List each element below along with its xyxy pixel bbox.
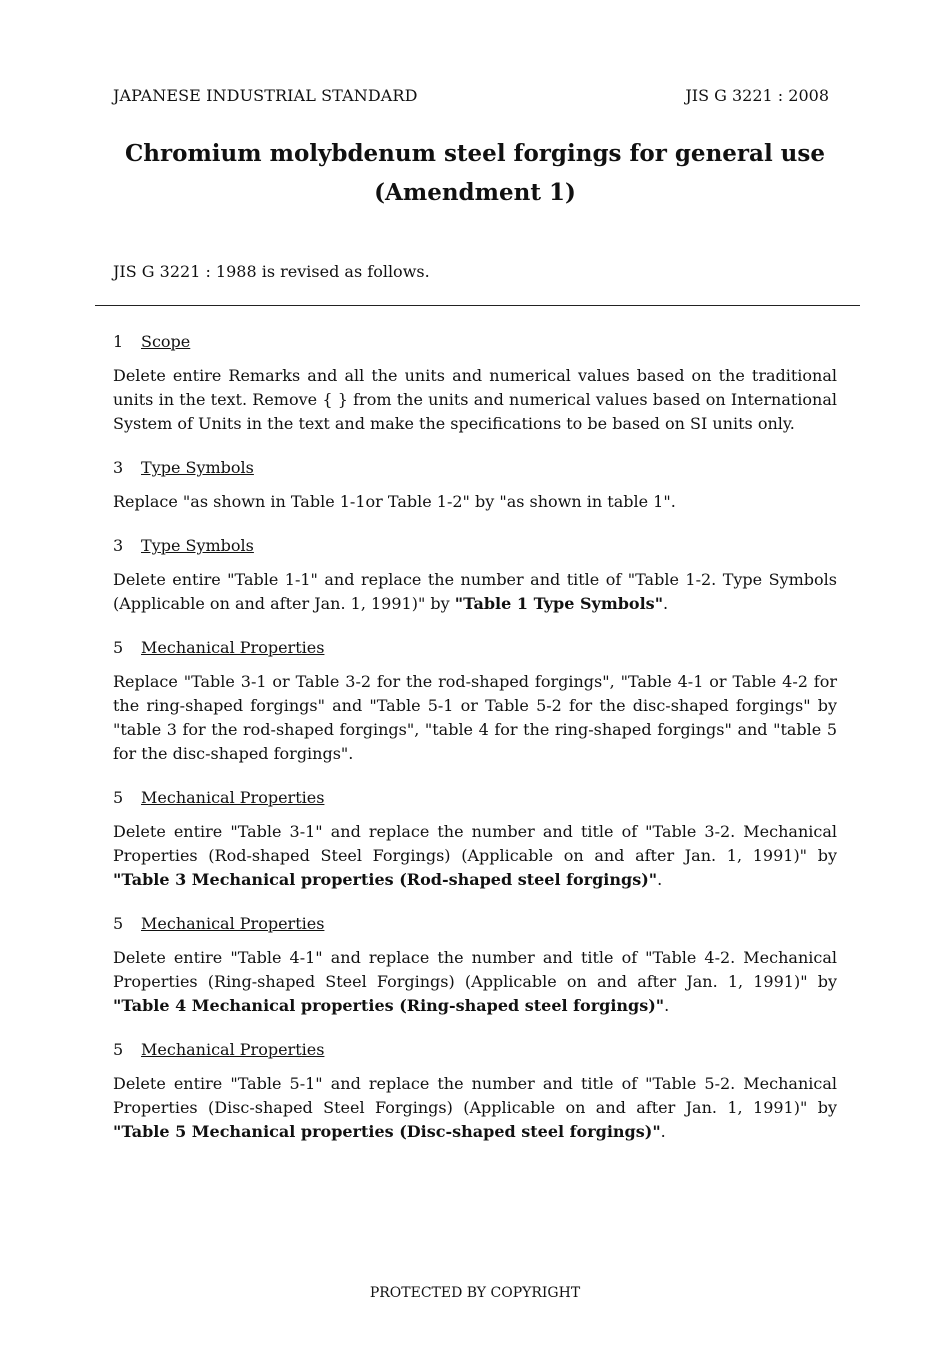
section-type-symbols-table — [113, 534, 837, 616]
section-text-bold: "Table 4 Mechanical properties (Ring-shaped steel forgings)" — [113, 996, 665, 1015]
section-text-tail: . — [660, 1122, 666, 1141]
standard-header: JAPANESE INDUSTRIAL STANDARD — [113, 86, 418, 105]
section-title: Mechanical Properties — [141, 788, 325, 807]
section-text-tail: . — [657, 870, 663, 889]
amendment-list — [113, 330, 837, 1164]
standard-number: JIS G 3221 : 2008 — [685, 86, 829, 105]
section-text: Replace "as shown in Table 1-1or Table 1-2" by "as shown in table 1". — [113, 492, 676, 511]
section-number: 5 — [113, 788, 124, 807]
section-text-body: Delete entire "Table 4-1" and replace the number and title of "Table 4-2. Mechanical Properties (Ring-shaped Steel Forgings) (Applicable on and after Jan. 1, 1991)" by — [113, 948, 837, 991]
section-number: 3 — [113, 458, 124, 477]
section-text-body: Delete entire "Table 1-1" and replace the number and title of "Table 1-2. Type Symbols (Applicable on and after Jan. 1, 1991)" by — [113, 570, 837, 613]
section-text — [113, 1072, 837, 1144]
section-title: Scope — [141, 332, 191, 351]
section-text — [113, 568, 837, 616]
section-text-tail: . — [664, 996, 670, 1015]
section-number: 3 — [113, 536, 124, 555]
section-text-tail: . — [663, 594, 669, 613]
section-heading — [113, 534, 837, 558]
section-title: Type Symbols — [141, 458, 254, 477]
section-mechanical-properties-ring — [113, 912, 837, 1018]
section-mechanical-properties-disc — [113, 1038, 837, 1144]
section-title: Mechanical Properties — [141, 914, 325, 933]
section-heading — [113, 786, 837, 810]
section-mechanical-properties — [113, 636, 837, 766]
section-text: Replace "Table 3-1 or Table 3-2 for the rod-shaped forgings", "Table 4-1 or Table 4-2 for the ring-shaped forgings" and "Table 5-1 or Table 5-2 for the disc-shaped forgings" by "table 3 for the rod-shaped forgings", "table 4 for the ring-shaped forgings" and "table 5 for the disc-shaped forgings". — [113, 672, 837, 763]
section-heading — [113, 912, 837, 936]
section-number: 5 — [113, 638, 124, 657]
document-title — [0, 134, 950, 212]
section-title: Mechanical Properties — [141, 638, 325, 657]
section-text: Delete entire Remarks and all the units and numerical values based on the traditional units in the text. Remove { } from the units and numerical values based on International System of Units in the text and make the specifications to be based on SI units only. — [113, 366, 837, 433]
copyright-footer: PROTECTED BY COPYRIGHT — [369, 1285, 581, 1301]
title-line-2: (Amendment 1) — [374, 179, 576, 206]
title-line-1: Chromium molybdenum steel forgings for general use — [124, 140, 825, 167]
intro-statement: JIS G 3221 : 1988 is revised as follows. — [113, 262, 430, 281]
section-text — [113, 820, 837, 892]
section-text-body: Delete entire "Table 3-1" and replace the number and title of "Table 3-2. Mechanical Properties (Rod-shaped Steel Forgings) (Applicable on and after Jan. 1, 1991)" by — [113, 822, 837, 865]
section-number: 1 — [113, 332, 124, 351]
section-type-symbols — [113, 456, 837, 514]
section-text — [113, 946, 837, 1018]
section-text-body: Delete entire "Table 5-1" and replace the number and title of "Table 5-2. Mechanical Properties (Disc-shaped Steel Forgings) (Applicable on and after Jan. 1, 1991)" by — [113, 1074, 837, 1117]
section-text-bold: "Table 1 Type Symbols" — [454, 594, 664, 613]
section-heading — [113, 636, 837, 660]
section-text-bold: "Table 3 Mechanical properties (Rod-shaped steel forgings)" — [113, 870, 658, 889]
section-number: 5 — [113, 1040, 124, 1059]
section-heading — [113, 330, 837, 354]
section-heading — [113, 1038, 837, 1062]
section-mechanical-properties-rod — [113, 786, 837, 892]
section-number: 5 — [113, 914, 124, 933]
section-text-bold: "Table 5 Mechanical properties (Disc-shaped steel forgings)" — [113, 1122, 661, 1141]
section-scope — [113, 330, 837, 436]
section-heading — [113, 456, 837, 480]
section-title: Mechanical Properties — [141, 1040, 325, 1059]
section-title: Type Symbols — [141, 536, 254, 555]
divider-line — [95, 305, 860, 306]
